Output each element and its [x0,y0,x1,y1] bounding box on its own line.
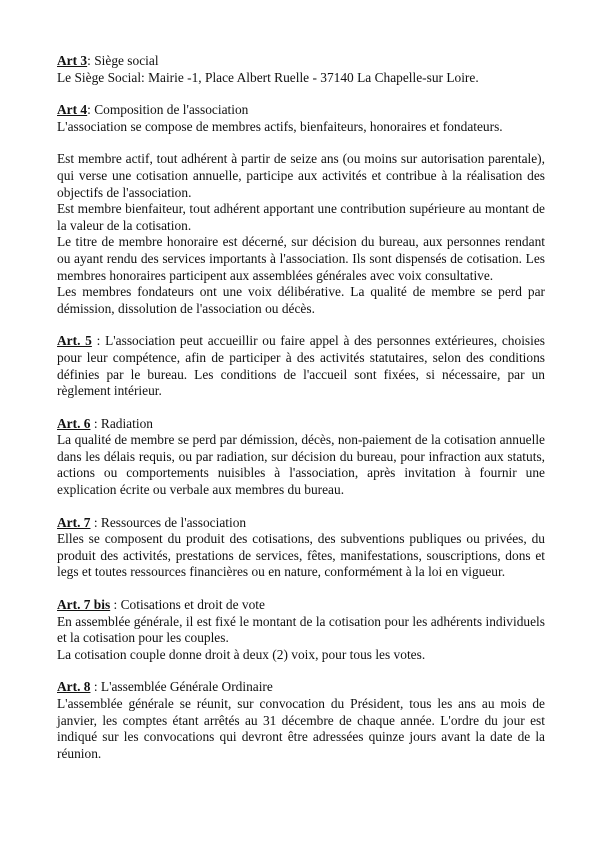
article-paragraph: En assemblée générale, il est fixé le montant de la cotisation pour les adhérents individuels et la cotisation pour les couples. [57,613,545,646]
article-3 [57,53,545,86]
article-inline-text: L'association peut accueillir ou faire appel à des personnes extérieures, choisies pour leur compétence, afin de participer à des activités statutaires, selon des conditions définies par le bureau. Les conditions de l'accueil sont fixées, si nécessaire, par un règlement intérieur. [57,333,545,399]
article-5 [57,333,545,399]
article-7-bis [57,597,545,663]
article-title: Siège social [94,53,159,68]
article-title: L'assemblée Générale Ordinaire [100,679,273,695]
paragraph-gap [57,135,545,151]
article-heading [57,515,545,532]
article-heading [57,416,545,433]
article-number: Art. 7 [57,514,91,530]
article-heading [57,333,545,399]
article-number: Art. 5 [57,333,92,349]
article-title: Cotisations et droit de vote [120,597,265,613]
article-title: Ressources de l'association [100,514,247,530]
article-separator: : [87,102,95,118]
article-number: Art 4 [57,102,88,118]
article-paragraph: Les membres fondateurs ont une voix délibérative. La qualité de membre se perd par démission, dissolution de l'association ou décès. [57,284,545,316]
article-4 [57,102,545,317]
article-paragraph: La cotisation couple donne droit à deux (2) voix, pour tous les votes. [57,646,426,662]
article-title: Radiation [100,415,153,431]
article-heading [57,102,545,119]
article-paragraph: L'assemblée générale se réunit, sur convocation du Président, tous les ans au mois de janvier, les comptes étant arrêtés au 31 décembre de chaque année. L'ordre du jour est indiqué sur les convocations qui devront être adressées quinze jours avant la date de la réunion. [57,696,545,761]
article-title: Composition de l'association [94,102,249,118]
article-paragraph: Elles se composent du produit des cotisations, des subventions publiques ou privées, du produit des activités, prestations de services, fêtes, manifestations, souscriptions, dons et legs et toutes ressources financières ou en nature, conformément à la loi en vigueur. [57,531,545,580]
article-heading [57,597,545,614]
article-separator: : [110,597,121,613]
article-heading [57,53,545,70]
article-number: Art. 6 [57,415,91,431]
article-paragraph: L'association se compose de membres actifs, bienfaiteurs, honoraires et fondateurs. [57,118,503,134]
document-page [57,53,545,762]
article-separator: : [90,679,101,695]
article-separator: : [91,333,106,349]
article-number: Art 3 [57,53,88,68]
article-paragraph: Est membre actif, tout adhérent à partir de seize ans (ou moins sur autorisation parentale), qui verse une cotisation annuelle, participe aux activités et contribue à la réalisation des objectifs de l'association. [57,151,545,200]
article-paragraph: La qualité de membre se perd par démission, décès, non-paiement de la cotisation annuelle dans les délais requis, ou par radiation, sur décision du bureau, pour infraction aux statuts, actions ou comportements nuisibles à l'association, après invitation à fournir une explication écrite ou verbale aux membres du bureau. [57,432,545,498]
article-number: Art. 8 [57,679,91,695]
article-paragraph: Le Siège Social: Mairie -1, Place Albert Ruelle - 37140 La Chapelle-sur Loire. [57,69,479,85]
article-paragraph: Le titre de membre honoraire est décerné, sur décision du bureau, aux personnes rendant ou ayant rendu des services importants à l'association. Ils sont dispensés de cotisation. Les membres honoraires participent aux assemblées générales avec voix consultative. [57,234,545,283]
article-heading [57,679,545,696]
article-6 [57,416,545,499]
article-7 [57,515,545,581]
article-separator: : [87,53,95,68]
article-8 [57,679,545,762]
article-separator: : [90,514,101,530]
article-number: Art. 7 bis [57,597,111,613]
article-paragraph: Est membre bienfaiteur, tout adhérent apportant une contribution supérieure au montant de la valeur de la cotisation. [57,201,545,233]
article-separator: : [90,415,101,431]
